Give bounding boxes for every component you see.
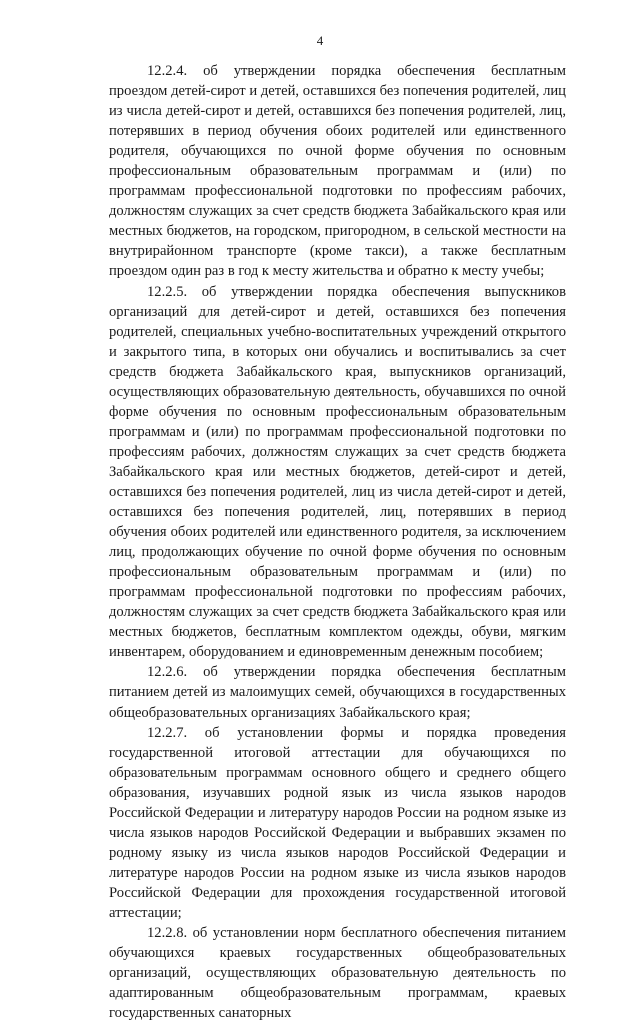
clause-12-2-8: 12.2.8. об установлении норм бесплатного обеспечения питанием обучающихся краевых государственных общеобразовательных организаций, осуществляющих образовательную деятельность по адаптированным общеобразовательным программам, краевых государственных санаторных [109, 925, 566, 1022]
document-body [109, 61, 566, 1023]
clause-12-2-7: 12.2.7. об установлении формы и порядка проведения государственной итоговой аттестации для обучающихся по образовательным программам основного общего и среднего общего образования, изучавших родной язык из числа языков народов Российской Федерации и литературу народов России на родном языке из числа языков народов Российской Федерации и выбравших экзамен по родному языку из числа языков народов Российской Федерации и литературе народов России на родном языке из числа языков народов Российской Федерации для прохождения государственной итоговой аттестации; [109, 724, 566, 921]
clause-12-2-4: 12.2.4. об утверждении порядка обеспечения бесплатным проездом детей-сирот и детей, оставшихся без попечения родителей, лиц из числа детей-сирот и детей, оставшихся без попечения родителей, лиц, потерявших в период обучения обоих родителей или единственного родителя, обучающихся по очной форме обучения по основным профессиональным образовательным программам и (или) по программам профессиональной подготовки по профессиям рабочих, должностям служащих за счет средств бюджета Забайкальского края или местных бюджетов, на городском, пригородном, в сельской местности на внутрирайонном транспорте (кроме такси), а также бесплатным проездом один раз в год к месту жительства и обратно к месту учебы; [109, 63, 566, 280]
clause-12-2-5: 12.2.5. об утверждении порядка обеспечения выпускников организаций для детей-сирот и детей, оставшихся без попечения родителей, специальных учебно-воспитательных учреждений открытого и закрытого типа, в которых они обучались и воспитывались за счет средств бюджета Забайкальского края, выпускников организаций, осуществляющих образовательную деятельность, обучавшихся по очной форме обучения по основным профессиональным образовательным программам и (или) по программам профессиональной подготовки по профессиям рабочих, должностям служащих за счет средств бюджета Забайкальского края или местных бюджетов, детей-сирот и детей, оставшихся без попечения родителей, лиц из числа детей-сирот и детей, оставшихся без попечения родителей, лиц, потерявших в период обучения обоих родителей или единственного родителя, за исключением лиц, продолжающих обучение по очной форме обучения по основным профессиональным образовательным программам и (или) по программам профессиональной подготовки по профессиям рабочих, должностям служащих за счет средств бюджета Забайкальского края или местных бюджетов, бесплатным комплектом одежды, обуви, мягким инвентарем, оборудованием и единовременным денежным пособием; [109, 283, 566, 661]
page-number: 4 [316, 33, 324, 48]
clause-12-2-6: 12.2.6. об утверждении порядка обеспечения бесплатным питанием детей из малоимущих семей, обучающихся в государственных общеобразовательных организациях Забайкальского края; [109, 664, 566, 721]
